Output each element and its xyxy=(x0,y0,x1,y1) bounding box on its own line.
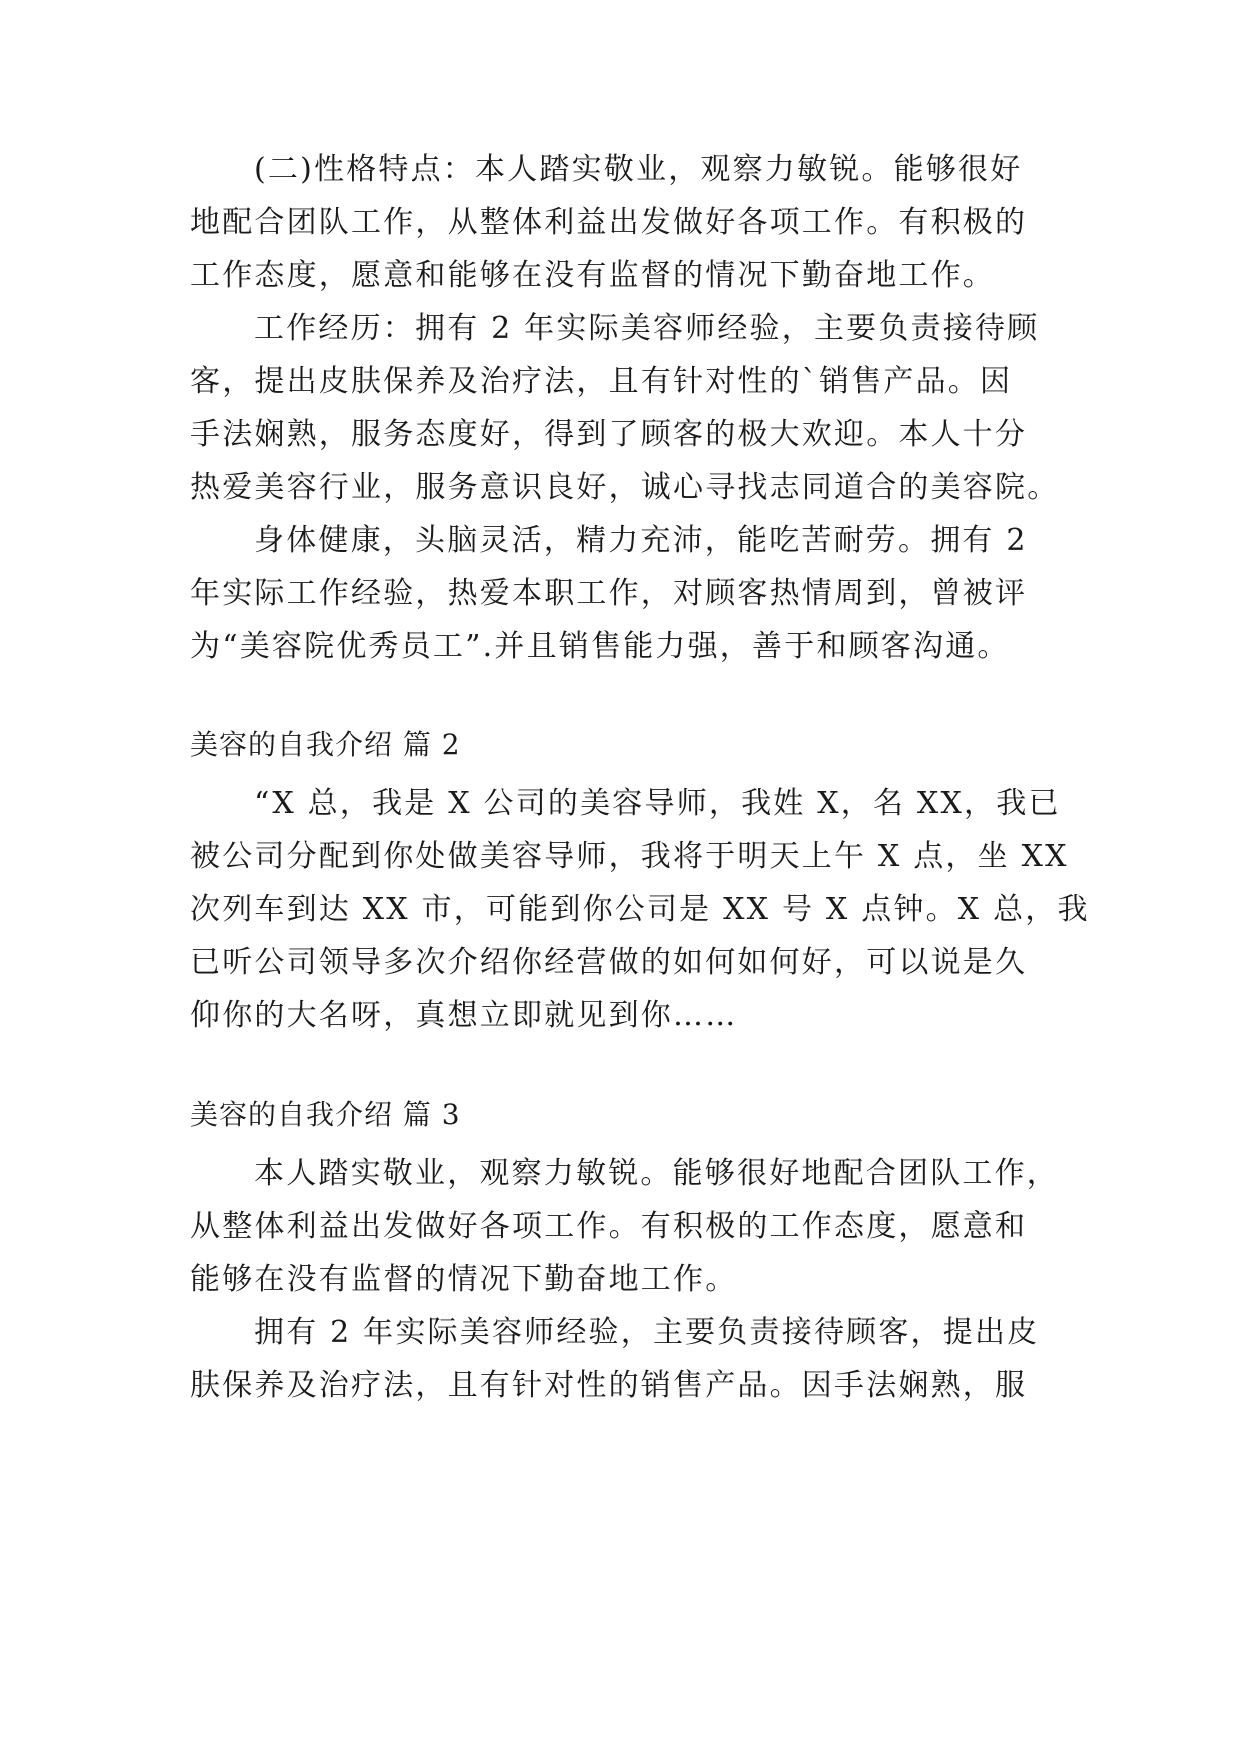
text-line: 热爱美容行业，服务意识良好，诚心寻找志同道合的美容院。 xyxy=(190,470,1060,505)
text-line: 为“美容院优秀员工”.并且销售能力强，善于和顾客沟通。 xyxy=(190,629,1010,664)
text-line: 客，提出皮肤保养及治疗法，且有针对性的`销售产品。因 xyxy=(190,364,1013,399)
text-line: 手法娴熟，服务态度好，得到了顾客的极大欢迎。本人十分 xyxy=(190,417,1028,452)
text-line: 次列车到达 XX 市，可能到你公司是 XX 号 X 点钟。X 总，我 xyxy=(190,892,1090,927)
text-line: 年实际工作经验，热爱本职工作，对顾客热情周到，曾被评 xyxy=(190,576,1028,611)
text-line: (二)性格特点：本人踏实敬业，观察力敏锐。能够很好 xyxy=(254,152,1023,187)
text-line: 工作态度，愿意和能够在没有监督的情况下勤奋地工作。 xyxy=(190,258,995,293)
text-line: 本人踏实敬业，观察力敏锐。能够很好地配合团队工作， xyxy=(254,1156,1059,1191)
section-heading: 美容的自我介绍 篇 2 xyxy=(190,728,461,761)
text-line: 仰你的大名呀，真想立即就见到你…… xyxy=(190,998,738,1033)
text-line: “X 总，我是 X 公司的美容导师，我姓 X，名 XX，我已 xyxy=(254,786,1061,821)
section-heading: 美容的自我介绍 篇 3 xyxy=(190,1098,461,1131)
text-line: 拥有 2 年实际美容师经验，主要负责接待顾客，提出皮 xyxy=(254,1315,1040,1350)
text-line: 身体健康，头脑灵活，精力充沛，能吃苦耐劳。拥有 2 xyxy=(254,523,1028,558)
text-line: 被公司分配到你处做美容导师，我将于明天上午 X 点，坐 XX xyxy=(190,839,1069,874)
text-line: 从整体利益出发做好各项工作。有积极的工作态度，愿意和 xyxy=(190,1209,1028,1244)
text-line: 能够在没有监督的情况下勤奋地工作。 xyxy=(190,1262,738,1297)
text-line: 工作经历：拥有 2 年实际美容师经验，主要负责接待顾 xyxy=(254,311,1040,346)
text-line: 肤保养及治疗法，且有针对性的销售产品。因手法娴熟，服 xyxy=(190,1368,1028,1403)
text-line: 地配合团队工作，从整体利益出发做好各项工作。有积极的 xyxy=(190,205,1028,240)
text-line: 已听公司领导多次介绍你经营做的如何如何好，可以说是久 xyxy=(190,945,1028,980)
